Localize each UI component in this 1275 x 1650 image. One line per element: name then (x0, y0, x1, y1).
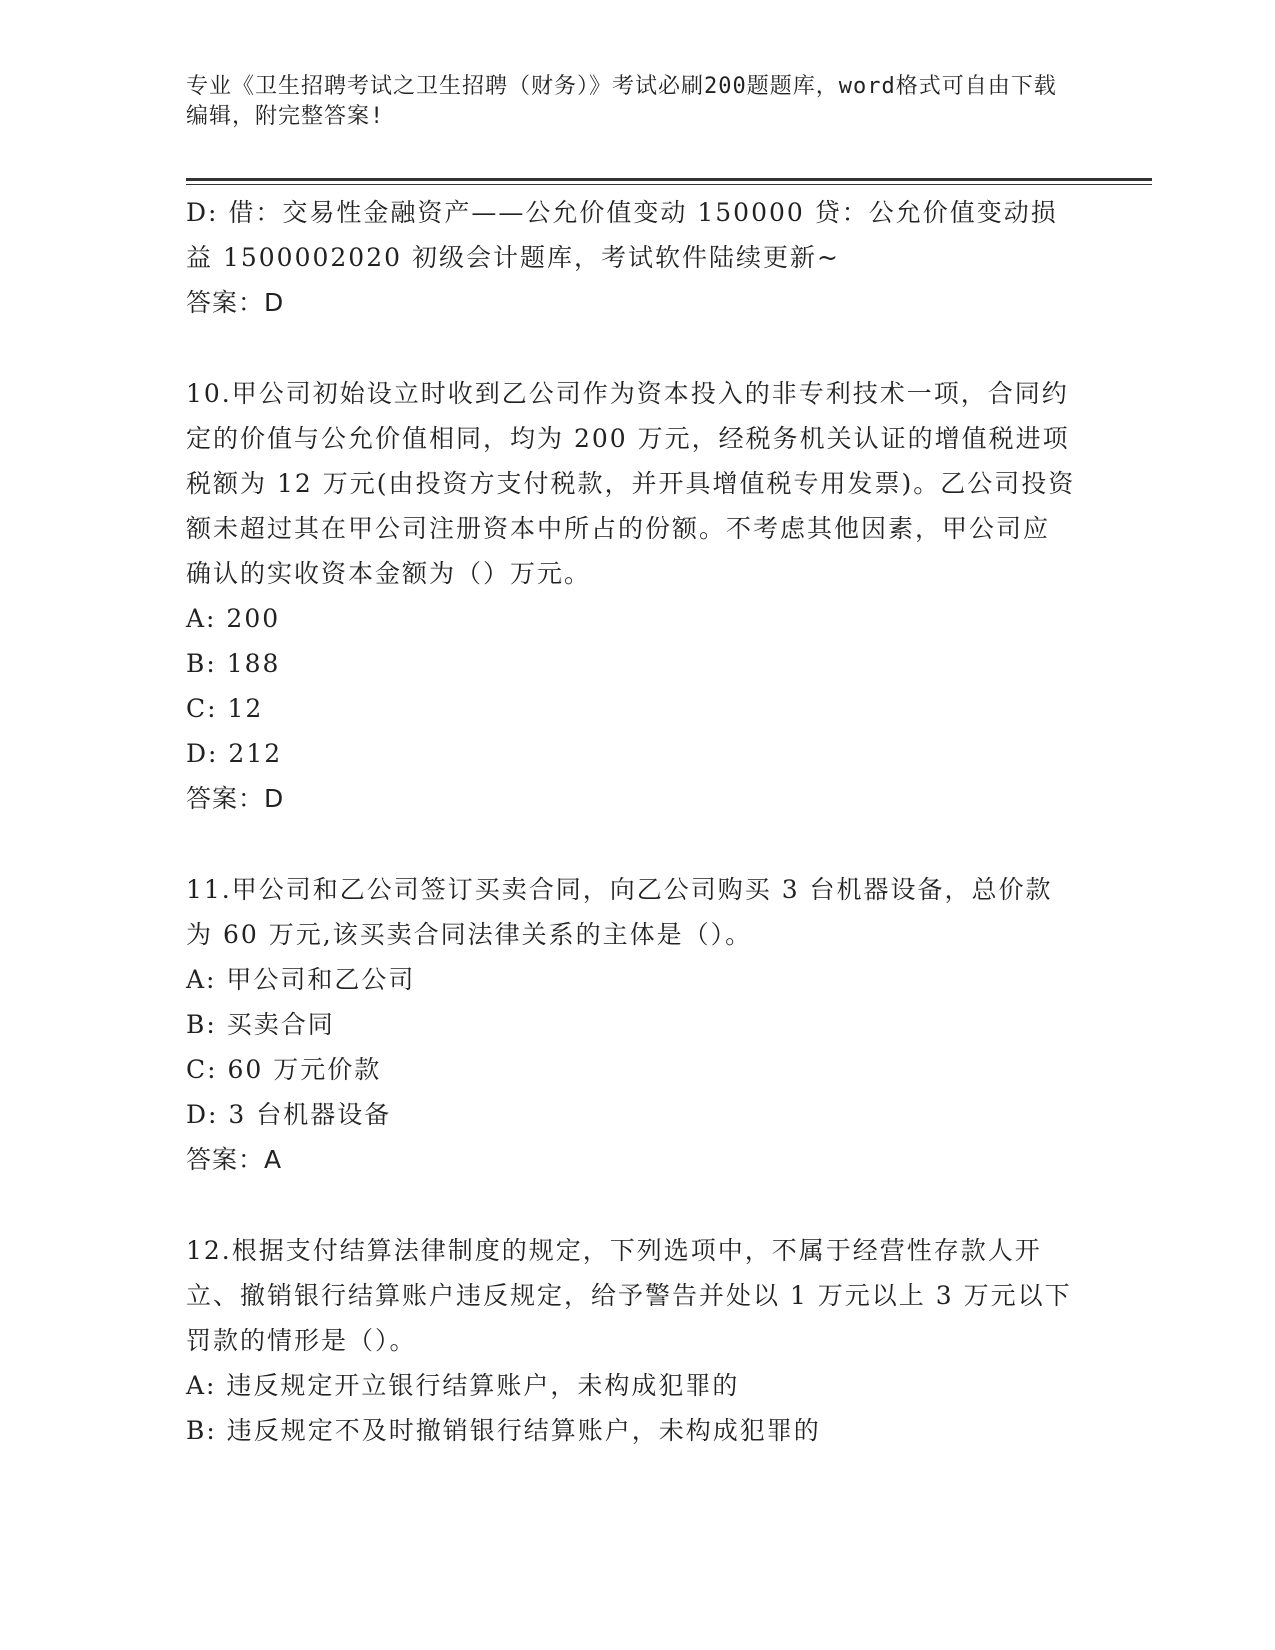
header-divider-thin (186, 184, 1152, 185)
spacer (186, 325, 1076, 371)
question-11-option-a: A: 甲公司和乙公司 (186, 965, 416, 994)
question-10-option-a: A: 200 (186, 604, 281, 633)
question-10-answer: 答案：D (186, 784, 285, 813)
question-11-answer: 答案：A (186, 1145, 283, 1174)
question-12-stem: 12.根据支付结算法律制度的规定，下列选项中，不属于经营性存款人开立、撤销银行结算账户违反规定，给予警告并处以 1 万元以上 3 万元以下罚款的情形是（）。 (186, 1236, 1072, 1355)
question-10-stem: 10.甲公司初始设立时收到乙公司作为资本投入的非专利技术一项，合同约定的价值与公允价值相同，均为 200 万元，经税务机关认证的增值税进项税额为 12 万元(由投资方支付税款，并开具增值税专用发票)。乙公司投资额未超过其在甲公司注册资本中所占的份额。不考虑其他因素，甲公司应确认的实收资本金额为（）万元。 (186, 379, 1076, 588)
spacer (186, 1182, 1076, 1228)
question-11-option-d: D: 3 台机器设备 (186, 1100, 392, 1129)
question-12-option-b: B: 违反规定不及时撤销银行结算账户，未构成犯罪的 (186, 1416, 821, 1445)
spacer (186, 821, 1076, 867)
document-header: 专业《卫生招聘考试之卫生招聘（财务）》考试必刷200题题库，word格式可自由下载编辑，附完整答案! (186, 74, 1057, 129)
question-11-stem: 11.甲公司和乙公司签订买卖合同，向乙公司购买 3 台机器设备，总价款为 60 万元,该买卖合同法律关系的主体是（）。 (186, 875, 1053, 949)
question-10-option-d: D: 212 (186, 739, 283, 768)
question-12-option-a: A: 违反规定开立银行结算账户，未构成犯罪的 (186, 1371, 740, 1400)
question-10-option-b: B: 188 (186, 649, 281, 678)
prev-question-answer: 答案：D (186, 288, 285, 317)
document-body (186, 190, 1076, 1453)
question-10-option-c: C: 12 (186, 694, 264, 723)
header-divider-thick (186, 178, 1152, 181)
question-11-option-c: C: 60 万元价款 (186, 1055, 382, 1084)
prev-question-option-d: D: 借：交易性金融资产——公允价值变动 150000 贷：公允价值变动损益 1500002020 初级会计题库，考试软件陆续更新~ (186, 198, 1058, 272)
question-11-option-b: B: 买卖合同 (186, 1010, 335, 1039)
